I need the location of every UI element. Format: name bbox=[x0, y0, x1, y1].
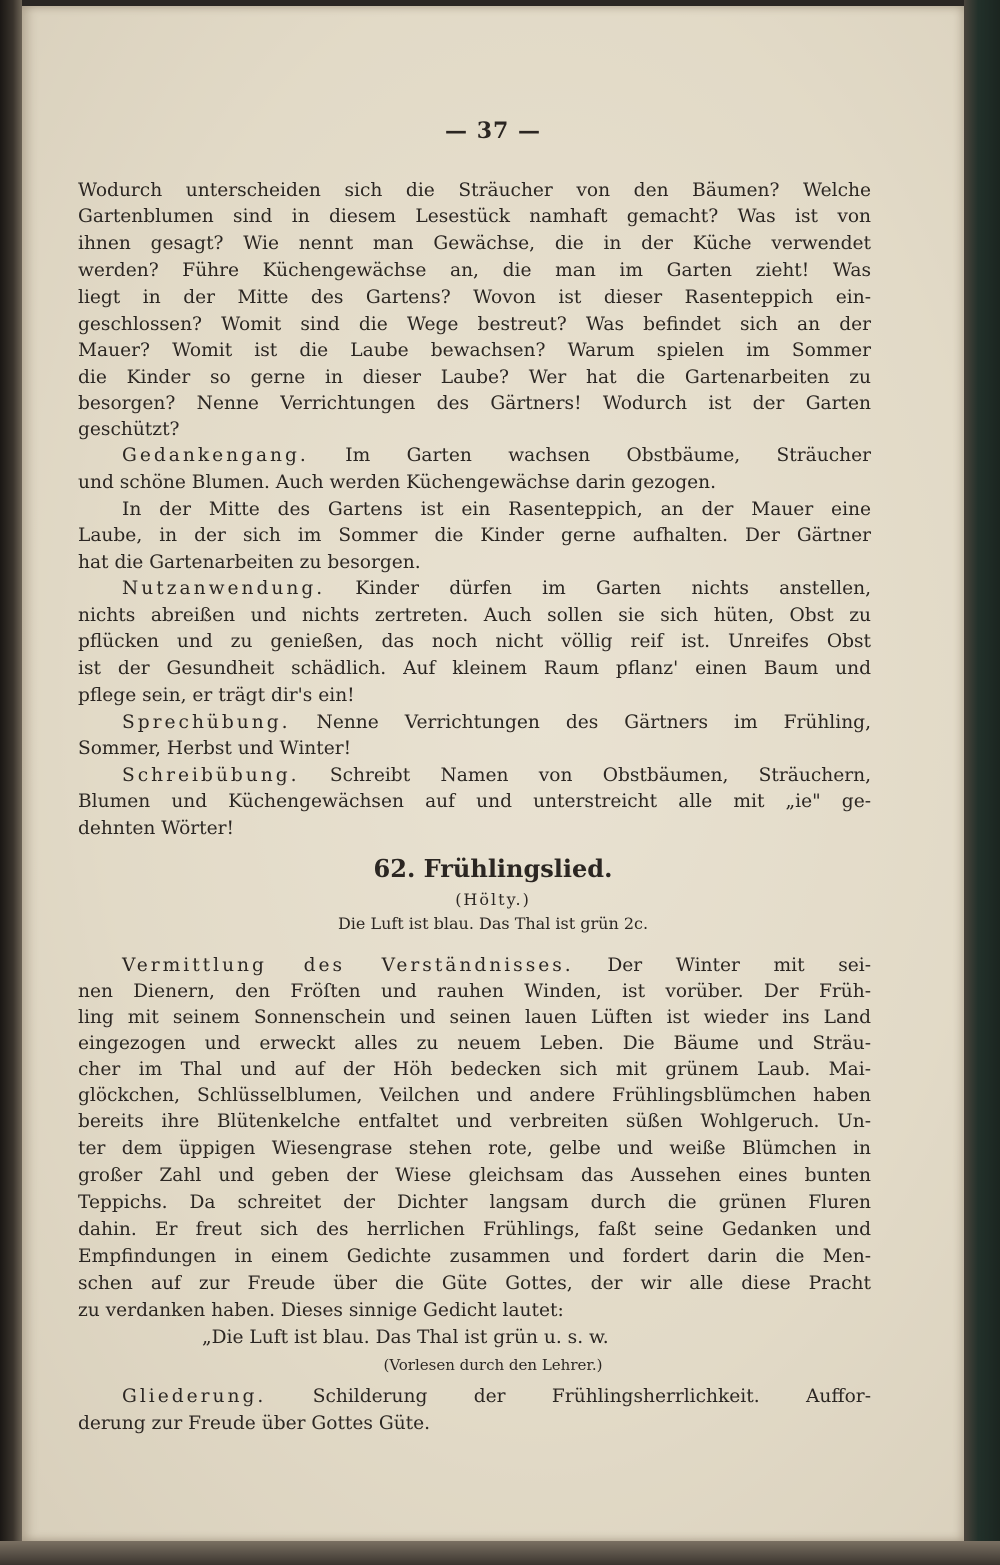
schreibuebung-paragraph bbox=[122, 763, 871, 789]
book-page bbox=[22, 6, 964, 1541]
nutzanwendung-line: nichts abreißen und nichts zertreten. Auch sollen sie sich hüten, Obst zu bbox=[78, 605, 871, 626]
schreibuebung-label: Schreibübung. bbox=[122, 765, 300, 786]
vermittlung-line: Teppichs. Da schreitet der Dichter langsam durch die grünen Fluren bbox=[78, 1192, 871, 1213]
nutzanwendung-paragraph bbox=[122, 576, 871, 602]
bottom-page-edge bbox=[0, 1541, 1000, 1565]
vermittlung-line: bereits ihre Blütenkelche entfaltet und verbreiten süßen Wohlgeruch. Un- bbox=[78, 1111, 871, 1132]
vermittlung-line: glöckchen, Schlüsselblumen, Veilchen und andere Frühlingsblümchen haben bbox=[78, 1085, 871, 1106]
gedankengang-line: Im Garten wachsen Obstbäume, Sträucher bbox=[345, 445, 871, 466]
gedankengang-line: und schöne Blumen. Auch werden Küchengewächse darin gezogen. bbox=[78, 472, 717, 493]
question-line: Mauer? Womit ist die Laube bewachsen? Warum spielen im Sommer bbox=[78, 340, 871, 361]
reading-note: (Vorlesen durch den Lehrer.) bbox=[383, 1356, 603, 1374]
sprechuebung-paragraph bbox=[122, 710, 871, 736]
vermittlung-line: großer Zahl und geben der Wiese gleichsam das Aussehen eines bunten bbox=[78, 1165, 871, 1186]
vermittlung-line: Der Winter mit sei- bbox=[607, 955, 871, 976]
sprechuebung-line: Nenne Verrichtungen des Gärtners im Frühling, bbox=[316, 712, 871, 733]
nutzanwendung-line: pflege sein, er trägt dir's ein! bbox=[78, 685, 355, 706]
page-number: — 37 — bbox=[445, 118, 541, 144]
nutzanwendung-line: Kinder dürfen im Garten nichts anstellen, bbox=[355, 578, 871, 599]
left-page-edge bbox=[0, 0, 22, 1565]
vermittlung-line: cher im Thal und auf der Höh bedecken sich mit grünem Laub. Mai- bbox=[78, 1059, 871, 1080]
question-line: ihnen gesagt? Wie nennt man Gewächse, die in der Küche verwendet bbox=[78, 233, 871, 254]
schreibuebung-line: Blumen und Küchengewächsen auf und unterstreicht alle mit „ie" ge- bbox=[78, 791, 871, 812]
nutzanwendung-label: Nutzanwendung. bbox=[122, 578, 326, 599]
question-line: Gartenblumen sind in diesem Lesestück namhaft gemacht? Was ist von bbox=[78, 206, 871, 227]
question-line: Wodurch unterscheiden sich die Sträucher von den Bäumen? Welche bbox=[78, 180, 871, 201]
vermittlung-label: Vermittlung des Verständnisses. bbox=[122, 955, 574, 976]
schreibuebung-line: dehnten Wörter! bbox=[78, 818, 234, 839]
question-line: besorgen? Nenne Verrichtungen des Gärtners! Wodurch ist der Garten bbox=[78, 393, 871, 414]
vermittlung-line: ter dem üppigen Wiesengrase stehen rote, gelbe und weiße Blümchen in bbox=[78, 1138, 871, 1159]
question-line: geschlossen? Womit sind die Wege bestreut? Was befindet sich an der bbox=[78, 314, 871, 335]
vermittlung-paragraph bbox=[122, 953, 871, 979]
vermittlung-line: dahin. Er freut sich des herrlichen Frühlings, faßt seine Gedanken und bbox=[78, 1219, 871, 1240]
section-heading: 62. Frühlingslied. bbox=[373, 854, 613, 883]
vermittlung-line: nen Dienern, den Fröſten und rauhen Winden, ist vorüber. Der Früh- bbox=[78, 981, 871, 1002]
vermittlung-line: eingezogen und erweckt alles zu neuem Leben. Die Bäume und Sträu- bbox=[78, 1033, 871, 1054]
question-line: liegt in der Mitte des Gartens? Wovon ist dieser Rasenteppich ein- bbox=[78, 287, 871, 308]
gliederung-label: Gliederung. bbox=[122, 1386, 267, 1407]
schreibuebung-line: Schreibt Namen von Obstbäumen, Sträuchern, bbox=[329, 765, 871, 786]
nutzanwendung-line: pflücken und zu genießen, das noch nicht völlig reif ist. Unreifes Obst bbox=[78, 631, 871, 652]
vermittlung-line: Empfindungen in einem Gedichte zusammen und fordert darin die Men- bbox=[78, 1246, 871, 1267]
question-line: geschützt? bbox=[78, 419, 180, 440]
gedankengang-label: Gedankengang. bbox=[122, 445, 309, 466]
sprechuebung-line: Sommer, Herbst und Winter! bbox=[78, 738, 352, 759]
question-line: die Kinder so gerne in dieser Laube? Wer hat die Gartenarbeiten zu bbox=[78, 367, 871, 388]
nutzanwendung-line: ist der Gesundheit schädlich. Auf kleinem Raum pflanz' einen Baum und bbox=[78, 658, 871, 679]
sprechuebung-label: Sprechübung. bbox=[122, 712, 291, 733]
poem-first-line: Die Luft ist blau. Das Thal ist grün 2c. bbox=[337, 914, 649, 933]
gliederung-line: derung zur Freude über Gottes Güte. bbox=[78, 1413, 431, 1434]
vermittlung-line: zu verdanken haben. Dieses sinnige Gedicht lautet: bbox=[78, 1300, 564, 1321]
vermittlung-line: schen auf zur Freude über die Güte Gottes, der wir alle diese Pracht bbox=[78, 1273, 871, 1294]
gedankengang-paragraph bbox=[122, 443, 871, 469]
vermittlung-line: ling mit seinem Sonnenschein und seinen lauen Lüften ist wieder ins Land bbox=[78, 1007, 871, 1028]
poem-quote: „Die Luft ist blau. Das Thal ist grün u. s. w. bbox=[202, 1327, 609, 1348]
poem-author: (Hölty.) bbox=[455, 890, 531, 909]
gliederung-line: Schilderung der Frühlingsherrlichkeit. Auffor- bbox=[312, 1386, 871, 1407]
book-cover-edge bbox=[964, 0, 1000, 1565]
gedankengang-line: In der Mitte des Gartens ist ein Rasenteppich, an der Mauer eine bbox=[122, 499, 871, 520]
gliederung-paragraph bbox=[122, 1384, 871, 1410]
gedankengang-line: Laube, in der sich im Sommer die Kinder gerne aufhalten. Der Gärtner bbox=[78, 525, 871, 546]
gedankengang-line: hat die Gartenarbeiten zu besorgen. bbox=[78, 552, 421, 573]
question-line: werden? Führe Küchengewächse an, die man im Garten zieht! Was bbox=[78, 260, 871, 281]
